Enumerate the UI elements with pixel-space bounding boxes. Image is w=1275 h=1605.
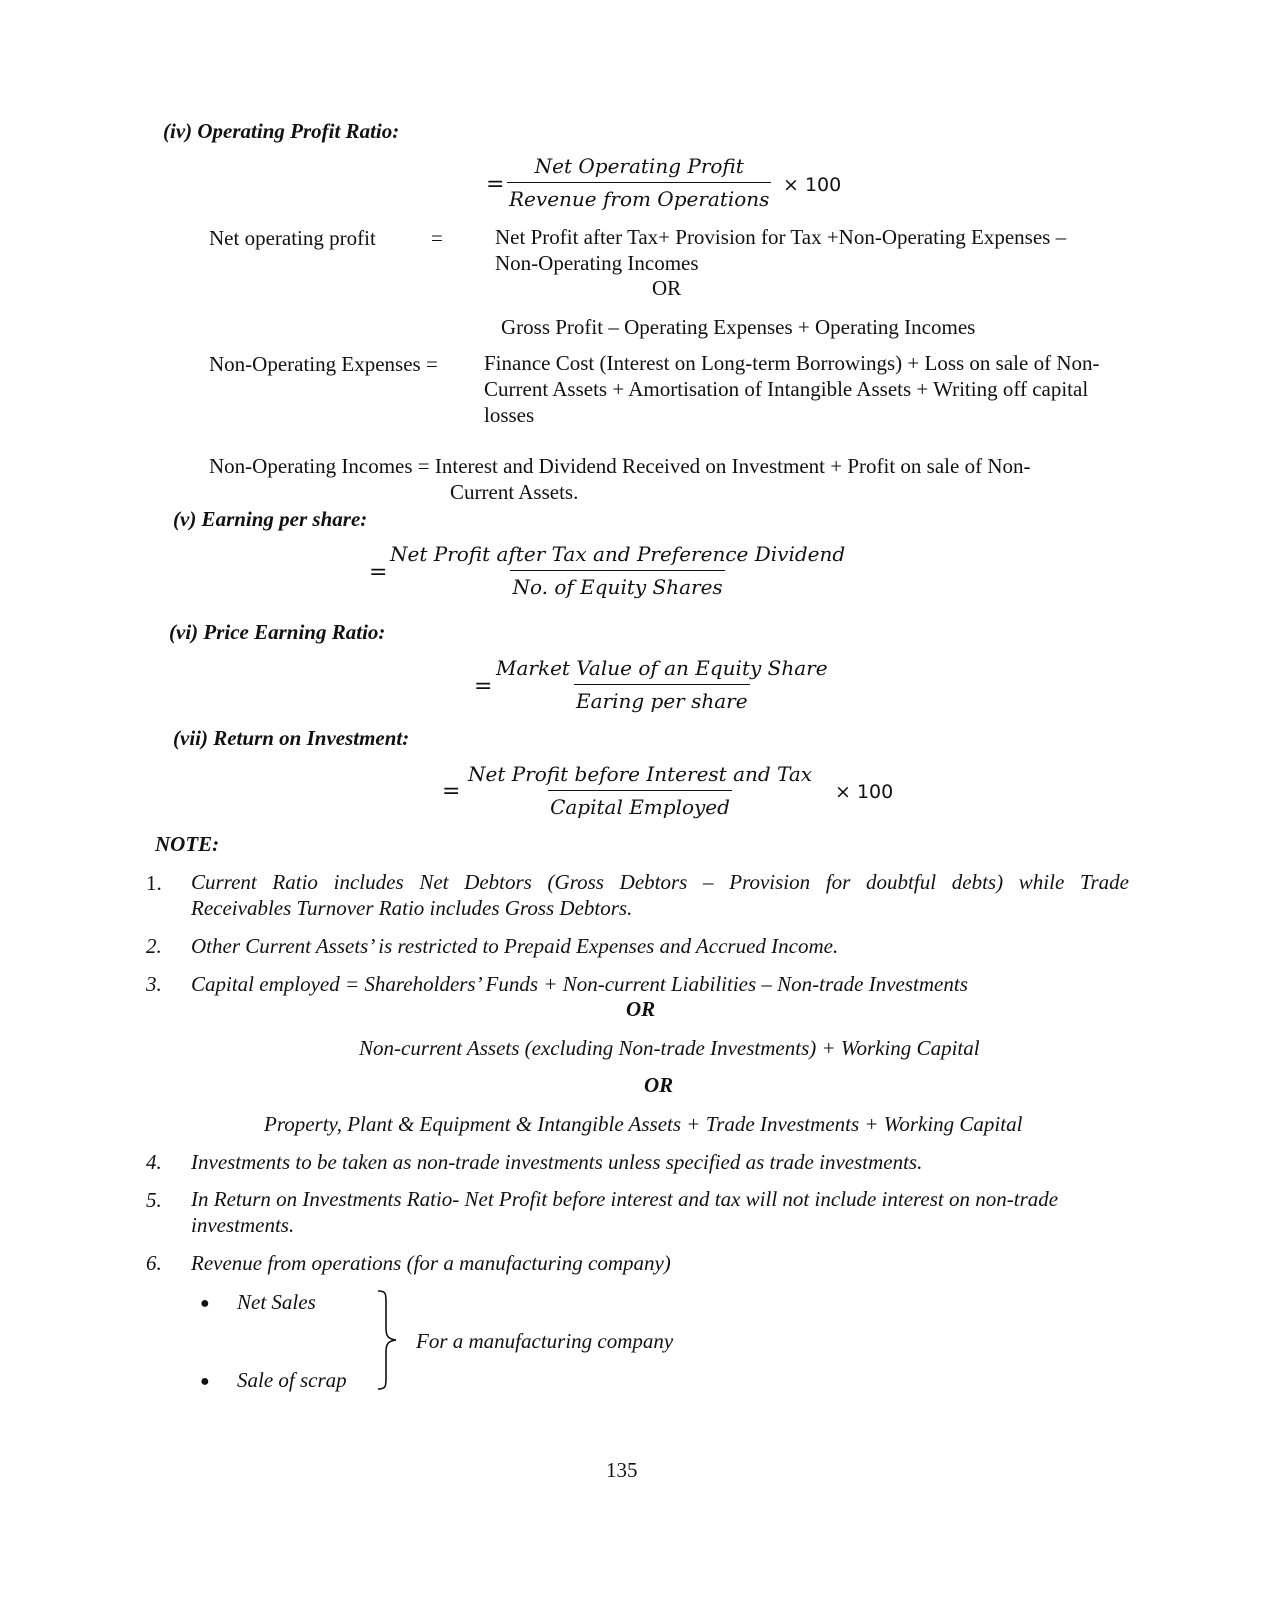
bullet-dot-icon: ● [200,1295,210,1312]
section-heading-return-on-investment: (vii) Return on Investment: [173,726,410,750]
text-line: Receivables Turnover Ratio includes Gross Debtors. [191,896,633,920]
text-line: Current Ratio includes Net Debtors (Gross Debtors – Provision for doubtful debts) while Trade [191,870,1129,894]
fraction-numerator: Market Value of an Equity Share [496,656,828,680]
text-line: In Return on Investments Ratio- Net Profit before interest and tax will not include interest on non-trade [191,1187,1059,1211]
text-line: losses [484,403,535,427]
fraction-denominator: Revenue from Operations [507,182,771,211]
multiplier: × 100 [783,174,842,196]
fraction-operating-profit-ratio [507,154,771,211]
fraction-earning-per-share [388,542,847,599]
bullet-sale-of-scrap: Sale of scrap [237,1368,347,1392]
note-heading: NOTE: [155,832,220,856]
note-item-6: Revenue from operations (for a manufacturing company) [191,1251,671,1275]
note-item-1 [191,869,1129,921]
text-line: Finance Cost (Interest on Long-term Borrowings) + Loss on sale of Non- [484,351,1100,375]
note-number: 2. [146,934,162,958]
bullet-dot-icon: ● [200,1373,210,1390]
section-heading-operating-profit-ratio: (iv) Operating Profit Ratio: [163,119,400,143]
section-heading-earning-per-share: (v) Earning per share: [173,507,368,531]
fraction-denominator: Capital Employed [548,790,732,819]
page-number: 135 [606,1458,638,1482]
note-number: 6. [146,1251,162,1275]
note-number: 3. [146,972,162,996]
capital-employed-alternative-2: Property, Plant & Equipment & Intangible Assets + Trade Investments + Working Capital [264,1112,1023,1136]
net-operating-profit-label: Net operating profit [209,226,376,250]
text-line: Net Profit after Tax+ Provision for Tax +Non-Operating Expenses – [495,225,1067,249]
fraction-numerator: Net Operating Profit [534,154,744,178]
multiplier: × 100 [835,781,894,803]
or-label: OR [652,276,682,300]
text-line: investments. [191,1213,295,1237]
non-operating-expenses-definition [484,350,1134,428]
net-operating-profit-alternative: Gross Profit – Operating Expenses + Operating Incomes [501,315,976,339]
note-item-4: Investments to be taken as non-trade investments unless specified as trade investments. [191,1150,923,1174]
text-line: Non-Operating Incomes = Interest and Dividend Received on Investment + Profit on sale of Non- [209,454,1031,478]
fraction-numerator: Net Profit before Interest and Tax [468,762,813,786]
equals-sign: = [486,172,505,197]
note-item-3: Capital employed = Shareholders’ Funds + Non-current Liabilities – Non-trade Investments [191,972,968,996]
note-number: 5. [146,1188,162,1212]
fraction-denominator: No. of Equity Shares [510,570,724,599]
or-label: OR [644,1073,674,1097]
equals-sign: = [442,779,461,804]
non-operating-expenses-label: Non-Operating Expenses = [209,352,438,376]
text-line: Current Assets + Amortisation of Intangible Assets + Writing off capital [484,377,1089,401]
section-heading-price-earning-ratio: (vi) Price Earning Ratio: [169,620,386,644]
fraction-denominator: Earing per share [574,684,750,713]
right-brace-icon [372,1288,412,1392]
equals-sign: = [369,560,388,585]
non-operating-incomes-definition [209,453,1149,505]
fraction-numerator: Net Profit after Tax and Preference Dividend [390,542,846,566]
note-item-2: Other Current Assets’ is restricted to Prepaid Expenses and Accrued Income. [191,934,839,958]
equals-sign: = [431,226,443,250]
or-label: OR [626,997,656,1021]
brace-description: For a manufacturing company [416,1329,674,1353]
net-operating-profit-definition [495,224,1135,276]
bullet-net-sales: Net Sales [237,1290,316,1314]
note-number: 4. [146,1150,162,1174]
note-item-5 [191,1186,1131,1238]
equals-sign: = [474,674,493,699]
capital-employed-alternative-1: Non-current Assets (excluding Non-trade Investments) + Working Capital [359,1036,980,1060]
fraction-return-on-investment [466,762,814,819]
text-line: Non-Operating Incomes [495,251,699,275]
note-number: 1. [146,871,162,895]
fraction-price-earning-ratio [494,656,830,713]
text-line: Current Assets. [450,480,579,504]
